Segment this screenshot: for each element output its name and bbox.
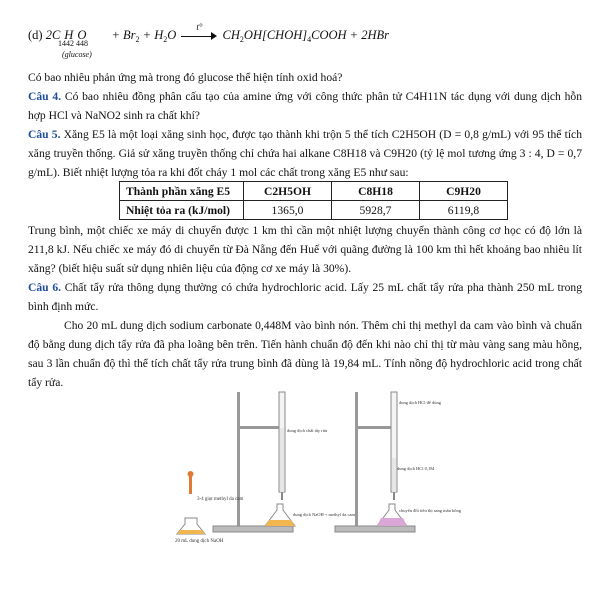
burette-1-liquid (280, 428, 284, 492)
stand-base-2 (335, 526, 415, 532)
table-header-cell: Thành phần xăng E5 (120, 182, 244, 201)
table-header-cell: C8H18 (332, 182, 420, 201)
h2o-o: O (167, 28, 177, 42)
label-burette-2: dung dịch HCl để dùng (399, 400, 441, 405)
table-cell: 6119,8 (420, 201, 508, 220)
question-intro: Có bao nhiêu phản ứng mà trong đó glucose thể hiện tính oxid hoá? (28, 71, 343, 84)
question-6 (28, 278, 582, 316)
label-flask-1: dung dịch NaOH + methyl da cam (293, 512, 356, 517)
heat-table (119, 181, 508, 220)
struck-subscripts: 1442 448 (58, 39, 88, 48)
table-cell: Nhiệt tỏa ra (kJ/mol) (120, 201, 244, 220)
product-end: COOH + 2HBr (311, 28, 390, 42)
table-header-cell: C9H20 (420, 182, 508, 201)
equation-coeff: 2 (45, 28, 52, 42)
label-flask-2: chuyển đổi tiêu thị sang màu hồng (399, 508, 461, 513)
question-5-text: Xăng E5 là một loại xăng sinh học, được tạo thành khi trộn 5 thể tích C2H5OH (D = 0,8 g/mL) với 95 thể tích xăng truyền thống. Giả sử xăng truyền thống chỉ chứa hai alkane C8H18 và C9H20 (tỷ lệ mol tương ứng 3 : 4, D = 0,7 g/mL). Biết nhiệt lượng tỏa ra khi đốt cháy 1 mol các chất trong xăng E5 như sau: (28, 128, 582, 179)
question-4 (28, 87, 582, 125)
flask-2-liquid (377, 518, 407, 526)
question-4-text: Có bao nhiêu đồng phân cấu tạo của amine ứng với công thức phân tử C4H11N tác dụng với dung dịch hỗn hợp HCl và NaNO2 sinh ra chất khí? (28, 90, 582, 122)
clamp-1 (239, 426, 279, 429)
question-5-label: Câu 5. (28, 128, 61, 141)
h-sub: 2 (163, 35, 168, 44)
burette-2-liquid (392, 458, 396, 492)
br-sub: 2 (135, 35, 140, 44)
table-header-row (120, 182, 508, 201)
product-mid: OH[CHOH] (243, 28, 308, 42)
flask-1-liquid (265, 520, 295, 526)
glucose-tag: (glucose) (62, 50, 92, 59)
plus-br2: + Br (111, 28, 136, 42)
label-burette-1: dung dịch chất tẩy rửa (287, 428, 328, 433)
table-header-cell: C2H5OH (244, 182, 332, 201)
label-indicator: 3-4 giọt methyl da cam (197, 497, 244, 502)
product-sub2: 4 (307, 35, 312, 44)
question-5-continued: Trung bình, một chiếc xe máy di chuyển được 1 km thì cần một nhiệt lượng chuyển thành công cơ học có độ lớn là 211,8 kJ. Nếu chiếc xe máy đó di chuyển từ Đà Nẵng đến Huế với quãng đường là 100 km thì hết khoảng bao nhiêu lít xăng? (biết hiệu suất sử dụng nhiên liệu của động cơ xe máy là 30%). (28, 224, 582, 275)
label-naoh: 20 mL dung dịch NaOH (175, 539, 224, 544)
titration-illustration (175, 388, 475, 553)
label-mid: dung dịch HCl 0,1M (397, 466, 435, 471)
table-row (120, 201, 508, 220)
equation-c: C (51, 28, 61, 42)
stand-base-1 (213, 526, 293, 532)
question-4-label: Câu 4. (28, 90, 62, 103)
stand-rod-1 (237, 392, 240, 528)
arrow-temp: t° (196, 22, 203, 33)
question-6-paragraph-2: Cho 20 mL dung dịch sodium carbonate 0,448M vào bình nón. Thêm chỉ thị methyl da cam vào bình và chuẩn độ bằng dung dịch tẩy rửa đã pha loãng bên trên. Tiến hành chuẩn độ đến khi nào chỉ thị từ màu vàng sang màu hồng, sau 3 lần chuẩn độ thì thể tích chất tẩy rửa trung bình đã dùng là 19,84 mL. Tính nồng độ hydrochloric acid trong chất tẩy rửa. (28, 319, 582, 389)
equation-d (28, 22, 390, 59)
titration-figure (175, 388, 475, 553)
question-6-text: Chất tẩy rửa thông dụng thường có chứa hydrochloric acid. Lấy 25 mL chất tẩy rửa pha thành 250 mL trong bình định mức. (28, 281, 582, 313)
reaction-arrow (181, 22, 217, 41)
question-6-label: Câu 6. (28, 281, 62, 294)
stand-rod-2 (355, 392, 358, 528)
equation-o: O (77, 28, 87, 42)
question-5 (28, 125, 582, 182)
equation-label: (d) (28, 28, 43, 42)
product-start: CH (222, 28, 240, 42)
product-sub1: 2 (239, 35, 244, 44)
plus-h2o: + H (142, 28, 164, 42)
table-cell: 5928,7 (332, 201, 420, 220)
clamp-2 (357, 426, 391, 429)
equation-h: H (64, 28, 74, 42)
table-cell: 1365,0 (244, 201, 332, 220)
